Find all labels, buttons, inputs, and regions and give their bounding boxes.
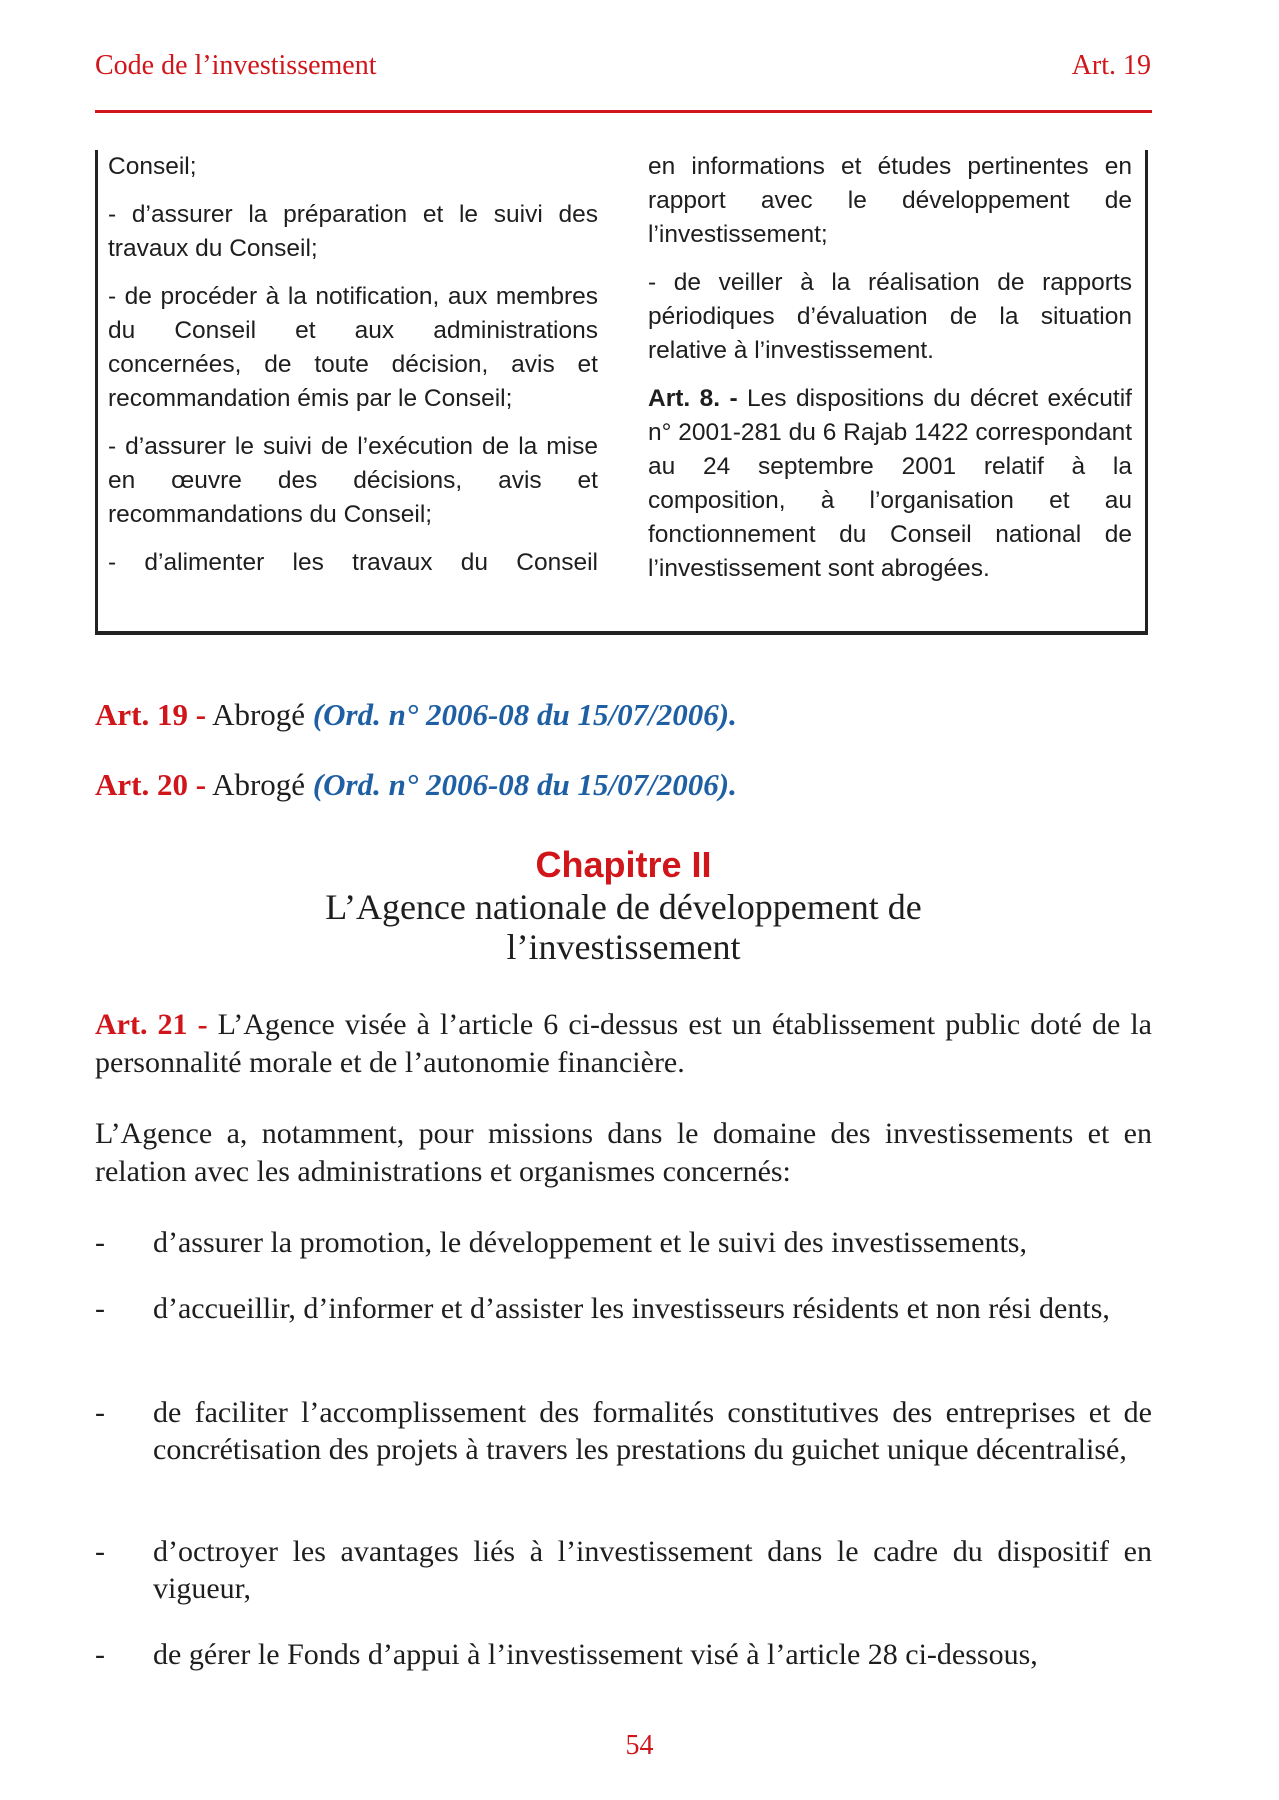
mission-text: de faciliter l’accomplissement des formalités constitutives des entreprises et de concrétisation des projets à travers les prestations du guichet unique décentralisé, [153,1396,1152,1466]
running-header-title: Code de l’investissement [95,50,377,81]
article-label: Art. 19 - [95,697,207,732]
chapter-subtitle-line1: L’Agence nationale de développement de [325,887,922,927]
article-reference: (Ord. n° 2006-08 du 15/07/2006). [312,697,737,732]
article-19 [95,697,737,733]
mission-text: d’assurer la promotion, le développement et le suivi des investissements, [153,1226,1027,1259]
bordered-text-box [95,150,1148,635]
box-paragraph: en informations et études pertinentes en rapport avec le développement de l’investissement; [648,153,1132,248]
header-divider [95,110,1152,113]
missions-intro: L’Agence a, notamment, pour missions dans le domaine des investissements et en relation avec les administrations et organismes concernés: [95,1117,1152,1188]
article-20 [95,767,737,803]
box-paragraph: Conseil; [108,153,197,180]
art8-label: Art. 8. - [648,385,738,412]
box-paragraph: - d’alimenter les travaux du Conseil [108,549,598,576]
dash-bullet-icon: - [95,1226,105,1259]
box-paragraph: - d’assurer le suivi de l’exécution de la mise en œuvre des décisions, avis et recommandations du Conseil; [108,433,598,528]
article-label: Art. 21 - [95,1008,208,1041]
article-status: Abrogé [206,767,313,802]
mission-text: de gérer le Fonds d’appui à l’investissement visé à l’article 28 ci-dessous, [153,1638,1038,1671]
box-paragraph: - de procéder à la notification, aux membres du Conseil et aux administrations concernées, de toute décision, avis et recommandation émis par le Conseil; [108,283,598,412]
dash-bullet-icon: - [95,1396,105,1429]
mission-text: d’accueillir, d’informer et d’assister les investisseurs résidents et non rési dents, [153,1292,1110,1325]
page-number: 54 [625,1730,654,1761]
art8-text: Les dispositions du décret exécutif n° 2001-281 du 6 Rajab 1422 correspondant au 24 septembre 2001 relatif à la composition, à l’organisation et au fonctionnement du Conseil national de l’investissement sont abrogées. [648,385,1132,582]
box-paragraph: - de veiller à la réalisation de rapports périodiques d’évaluation de la situation relative à l’investissement. [648,269,1132,364]
chapter-heading [95,843,1152,967]
article-21 [95,1006,1152,1082]
art8-paragraph [648,382,1132,586]
chapter-title: Chapitre II [535,844,712,885]
mission-text: d’octroyer les avantages liés à l’investissement dans le cadre du dispositif en vigueur, [153,1535,1152,1605]
dash-bullet-icon: - [95,1535,105,1568]
running-header-article: Art. 19 [1071,50,1151,81]
dash-bullet-icon: - [95,1638,105,1671]
box-paragraph: - d’assurer la préparation et le suivi des travaux du Conseil; [108,201,598,262]
article-text: L’Agence visée à l’article 6 ci-dessus est un établissement public doté de la personnalité morale et de l’autonomie financière. [95,1008,1152,1079]
article-status: Abrogé [206,697,313,732]
article-reference: (Ord. n° 2006-08 du 15/07/2006). [312,767,737,802]
box-right-column [648,150,1132,600]
chapter-subtitle-line2: l’investissement [506,927,741,967]
box-left-column [108,150,598,594]
article-label: Art. 20 - [95,767,207,802]
dash-bullet-icon: - [95,1292,105,1325]
